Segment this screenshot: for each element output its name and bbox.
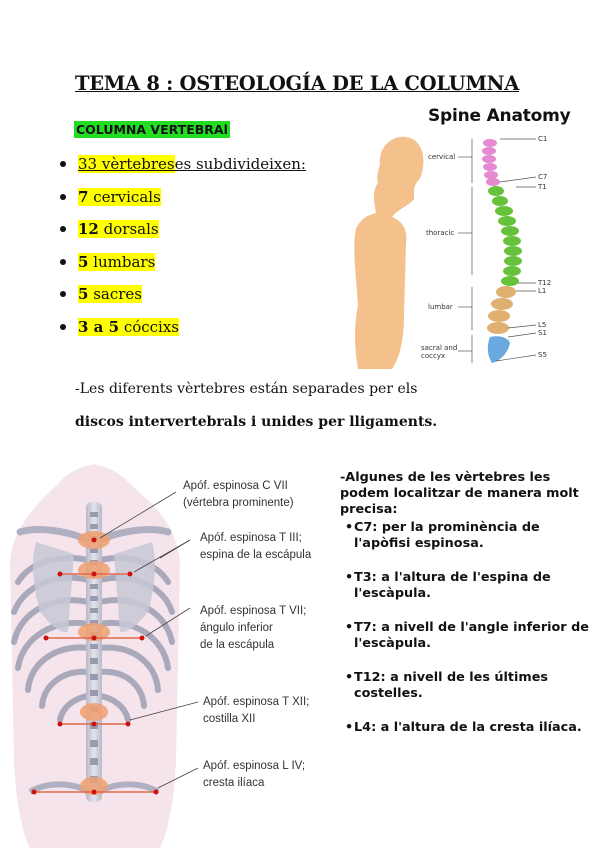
vertebra-label: T3 xyxy=(354,570,372,585)
list-item xyxy=(60,181,306,214)
item-label: cóccixs xyxy=(119,317,180,336)
section-heading: COLUMNA VERTEBRAl xyxy=(76,122,228,137)
sacrum-coccyx xyxy=(488,336,510,363)
list-item xyxy=(354,570,595,602)
note-line-2: discos intervertebrals i unides per lligaments. xyxy=(75,414,438,430)
list-item xyxy=(60,246,306,279)
body-silhouette xyxy=(354,137,423,369)
list-item xyxy=(60,148,306,181)
list-item xyxy=(60,213,306,246)
vertebrae-list xyxy=(60,148,306,343)
level-label: C1 xyxy=(538,135,548,143)
item-label: dorsals xyxy=(98,220,159,239)
page-title: TEMA 8 : OSTEOLOGÍA DE LA COLUMNA xyxy=(75,72,520,95)
landmark-desc: : a l'altura de la cresta ilíaca. xyxy=(371,720,582,735)
level-label: T1 xyxy=(538,183,547,191)
landmarks-list xyxy=(340,520,595,736)
list-item xyxy=(354,720,595,736)
item-count: 7 xyxy=(78,187,89,206)
list-item xyxy=(60,311,306,344)
list-item xyxy=(60,278,306,311)
thoracic-vertebrae xyxy=(488,186,522,286)
item-count: 5 xyxy=(78,285,89,304)
landmark-desc: : a l'altura de l'espina de l'escàpula. xyxy=(354,570,551,601)
note-line-1: -Les diferents vèrtebres están separades per els xyxy=(75,381,418,397)
item-label: cervicals xyxy=(88,187,161,206)
region-label: cervical xyxy=(428,153,456,161)
annotation-t3: Apóf. espinosa T III; espina de la escápula xyxy=(200,532,312,561)
bullet-icon xyxy=(60,194,66,200)
list-item xyxy=(354,520,595,552)
bullet-icon xyxy=(60,226,66,232)
landmark-desc: : per la prominència de l'apòfisi espinosa. xyxy=(354,520,540,551)
level-label: S1 xyxy=(538,329,547,337)
vertebrae-total: 33 vèrtebres xyxy=(78,155,175,174)
annotation-l4: Apóf. espinosa L IV; cresta ilíaca xyxy=(203,760,306,789)
level-label: S5 xyxy=(538,351,547,359)
region-label: sacral and coccyx xyxy=(421,344,458,360)
vertebrae-intro: es subdivideixen: xyxy=(174,155,306,174)
bullet-icon xyxy=(60,259,66,265)
landmark-desc: : a nivell de les últimes costelles. xyxy=(354,670,549,701)
vertebra-label: L4 xyxy=(354,720,372,735)
landmarks-text xyxy=(340,470,595,754)
item-count: 3 a 5 xyxy=(78,317,120,336)
note-text xyxy=(75,373,455,439)
item-count: 5 xyxy=(78,252,89,271)
region-label: thoracic xyxy=(426,229,455,237)
vertebra-label: T12 xyxy=(354,670,381,685)
item-label: lumbars xyxy=(88,252,156,271)
vertebra-label: C7 xyxy=(354,520,373,535)
bullet-icon xyxy=(60,291,66,297)
list-item xyxy=(354,670,595,702)
bullet-icon xyxy=(60,161,66,167)
item-count: 12 xyxy=(78,220,99,239)
annotation-c7: Apóf. espinosa C VII (vértebra prominente) xyxy=(183,480,294,509)
level-label: L1 xyxy=(538,287,547,295)
level-label: L5 xyxy=(538,321,547,329)
spine-anatomy-figure xyxy=(340,125,600,375)
spinous-processes xyxy=(90,512,98,783)
bullet-icon xyxy=(60,324,66,330)
landmark-desc: : a nivell de l'angle inferior de l'escàpula. xyxy=(354,620,589,651)
cervical-vertebrae xyxy=(482,139,500,186)
lumbar-vertebrae xyxy=(487,286,516,334)
vertebra-label: T7 xyxy=(354,620,372,635)
annotation-t12: Apóf. espinosa T XII; costilla XII xyxy=(203,696,310,725)
list-item xyxy=(354,620,595,652)
item-label: sacres xyxy=(88,285,142,304)
annotation-t7: Apóf. espinosa T VII; ángulo inferior de la escápula xyxy=(200,605,307,651)
region-label: lumbar xyxy=(428,303,453,311)
level-label: C7 xyxy=(538,173,548,181)
landmarks-lead: -Algunes de les vèrtebres les podem localitzar de manera molt precisa: xyxy=(340,470,579,517)
level-label: T12 xyxy=(538,279,552,287)
spine-figure-title: Spine Anatomy xyxy=(428,106,571,126)
